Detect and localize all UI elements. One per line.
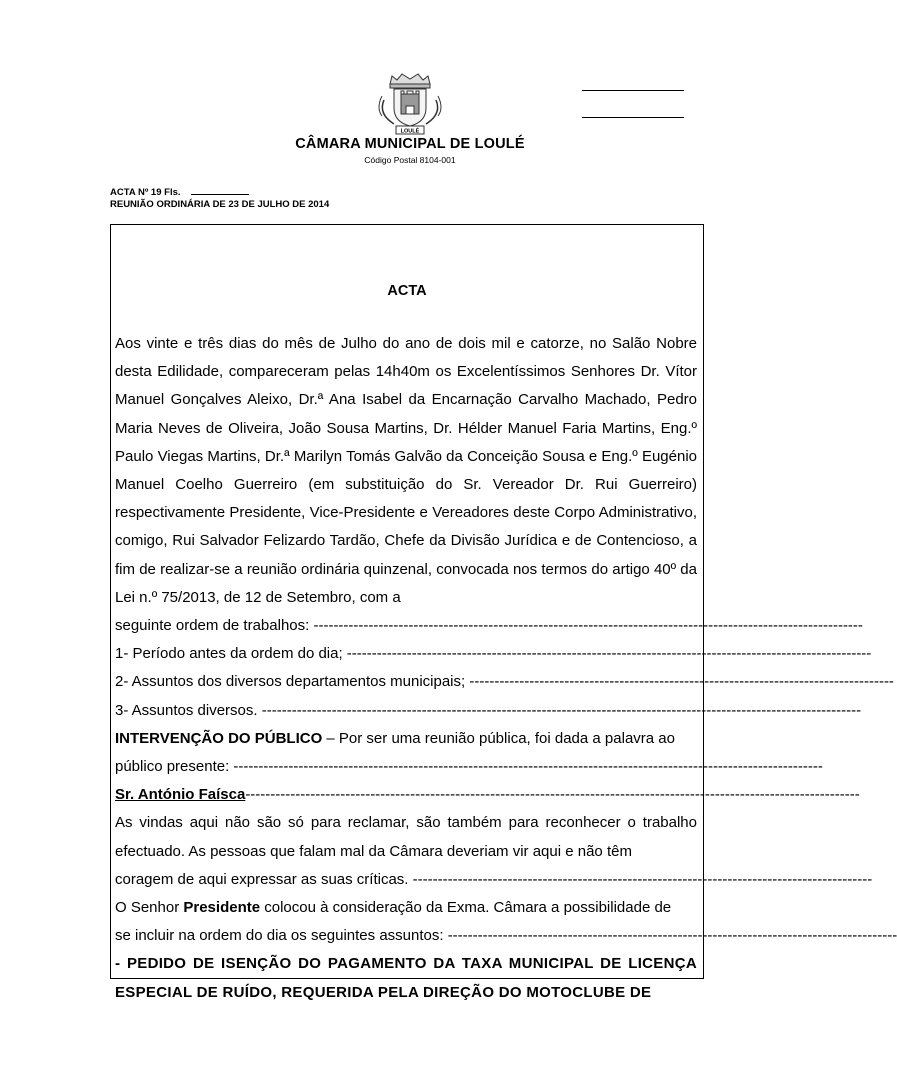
public-intervention-label: INTERVENÇÃO DO PÚBLICO xyxy=(115,729,323,747)
speaker-paragraph-end: coragem de aqui expressar as suas críticas. -------------------------------------------------------------------------------------------- xyxy=(115,870,873,888)
crest-motto: LOULÉ xyxy=(400,128,420,135)
president-text: colocou à consideração da Exma. Câmara a possibilidade de xyxy=(260,899,672,917)
speaker-dashes: --------------------------------------------------------------------------------------------------------------------------- xyxy=(245,786,860,804)
speaker-paragraph: As vindas aqui não são só para reclamar, são também para reconhecer o trabalho efectuado. As pessoas que falam mal da Câmara deveriam vir aqui e não têm xyxy=(115,814,697,860)
agenda-item: 3- Assuntos diversos. ------------------------------------------------------------------------------------------------------------------------ xyxy=(115,701,862,719)
speaker-line xyxy=(115,781,860,809)
order-intro: seguinte ordem de trabalhos: -------------------------------------------------------------------------------------------------------------- xyxy=(115,617,863,635)
signature-line-top xyxy=(582,90,684,91)
agenda-item: 1- Período antes da ordem do dia; --------------------------------------------------------------------------------------------------------- xyxy=(115,645,872,663)
acta-reference xyxy=(110,186,249,198)
page-number-blank xyxy=(191,186,249,195)
signature-line-bottom xyxy=(582,117,684,118)
president-pre: O Senhor xyxy=(115,899,184,917)
speaker-name: Sr. António Faísca xyxy=(115,786,246,804)
public-intervention-cont: público presente: ---------------------------------------------------------------------------------------------------------------------- xyxy=(115,758,823,776)
president-line xyxy=(115,894,697,922)
agenda-item: 2- Assuntos dos diversos departamentos municipais; ------------------------------------------------------------------------------------- xyxy=(115,673,894,691)
motion-paragraph: - PEDIDO DE ISENÇÃO DO PAGAMENTO DA TAXA MUNICIPAL DE LICENÇA ESPECIAL DE RUÍDO, REQUERIDA PELA DIREÇÃO DO MOTOCLUBE DE xyxy=(115,955,697,1001)
municipal-crest-icon xyxy=(370,70,450,135)
opening-paragraph: Aos vinte e três dias do mês de Julho do ano de dois mil e catorze, no Salão Nobre desta Edilidade, compareceram pelas 14h40m os Excelentíssimos Senhores Dr. Vítor Manuel Gonçalves Aleixo, Dr.ª Ana Isabel da Encarnação Carvalho Machado, Pedro Maria Neves de Oliveira, João Sousa Martins, Dr. Hélder Manuel Faria Martins, Eng.º Paulo Viegas Martins, Dr.ª Marilyn Tomás Galvão da Conceição Sousa e Eng.º Eugénio Manuel Coelho Guerreiro (em substituição do Sr. Vereador Dr. Rui Guerreiro) respectivamente Presidente, Vice-Presidente e Vereadores deste Corpo Administrativo, comigo, Rui Salvador Felizardo Tardão, Chefe da Divisão Jurídica e de Contencioso, a fim de realizar-se a reunião ordinária quinzenal, convocada nos termos do artigo 40º da Lei n.º 75/2013, de 12 de Setembro, com a xyxy=(115,335,697,606)
president-line-cont: se incluir na ordem do dia os seguintes assuntos: ------------------------------------------------------------------------------------------ xyxy=(115,927,897,945)
document-frame xyxy=(110,224,897,1001)
public-intervention-text: – Por ser uma reunião pública, foi dada a palavra ao xyxy=(322,729,675,747)
president-label: Presidente xyxy=(183,899,261,917)
document-heading: ACTA xyxy=(387,283,427,299)
document-body xyxy=(115,330,897,1007)
public-intervention xyxy=(115,725,697,753)
postal-code: Código Postal 8104-001 xyxy=(364,155,456,165)
acta-reference-label: ACTA Nº 19 Fls. xyxy=(110,187,181,198)
meeting-title: REUNIÃO ORDINÁRIA DE 23 DE JULHO DE 2014 xyxy=(110,199,330,210)
council-name: CÂMARA MUNICIPAL DE LOULÉ xyxy=(295,136,525,152)
